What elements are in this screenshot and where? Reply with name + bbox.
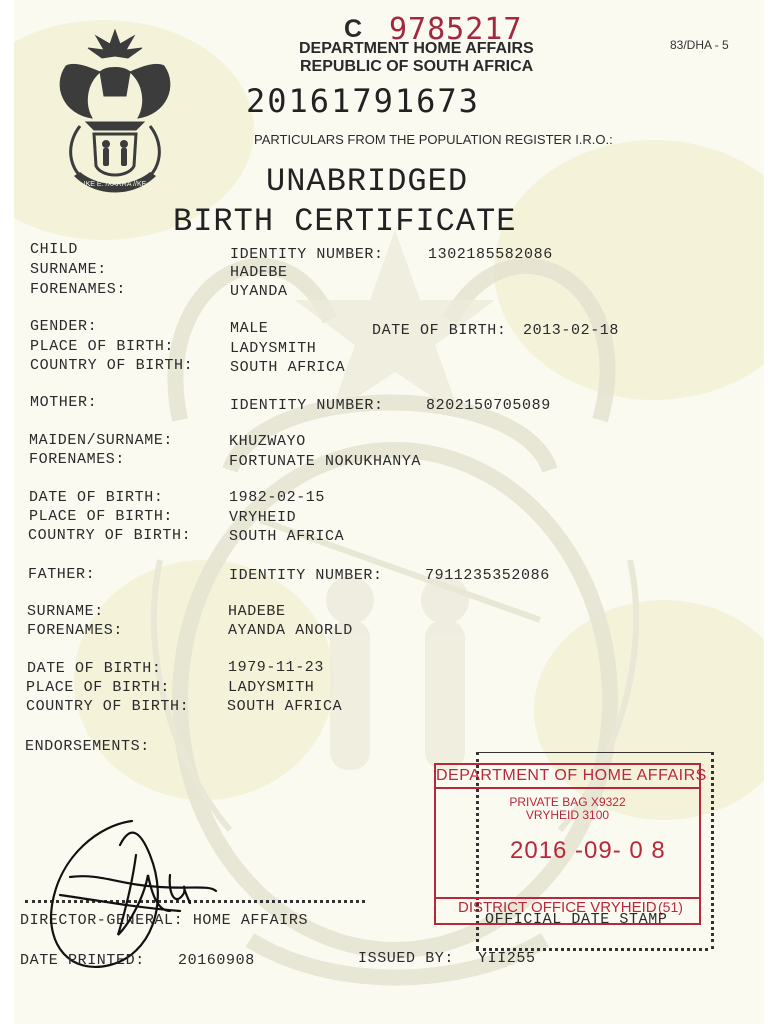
child-section-label: CHILD [30, 241, 79, 258]
father-id-label: IDENTITY NUMBER: [229, 567, 383, 584]
child-cob-label: COUNTRY OF BIRTH: [30, 357, 194, 374]
department-title: DEPARTMENT HOME AFFAIRS [299, 40, 534, 57]
coat-of-arms-motto: !KE E: /XARRA //KE [83, 181, 147, 188]
child-dob: 2013-02-18 [523, 322, 620, 339]
mother-id-label: IDENTITY NUMBER: [230, 397, 384, 414]
father-cob-label: COUNTRY OF BIRTH: [26, 698, 190, 715]
mother-forenames-label: FORENAMES: [29, 451, 126, 468]
father-dob: 1979-11-23 [228, 659, 325, 676]
stamp-private-bag: PRIVATE BAG X9322 [509, 795, 626, 809]
father-pob: LADYSMITH [228, 679, 315, 696]
date-printed-value: 20160908 [178, 952, 255, 969]
mother-surname: KHUZWAYO [229, 433, 306, 450]
form-code: 83/DHA - 5 [670, 38, 729, 52]
mother-dob: 1982-02-15 [229, 489, 326, 506]
child-id-number: 1302185582086 [428, 246, 553, 263]
child-forenames: UYANDA [230, 283, 288, 300]
child-dob-label: DATE OF BIRTH: [372, 322, 507, 339]
stamp-district-office: DISTRICT OFFICE VRYHEID [458, 899, 657, 916]
child-surname: HADEBE [230, 264, 288, 281]
child-gender: MALE [230, 320, 269, 337]
child-surname-label: SURNAME: [30, 261, 107, 278]
mother-pob: VRYHEID [229, 509, 297, 526]
child-cob: SOUTH AFRICA [230, 359, 346, 376]
father-dob-label: DATE OF BIRTH: [27, 660, 162, 677]
title-unabridged: UNABRIDGED [266, 163, 469, 200]
father-surname: HADEBE [228, 603, 286, 620]
stamp-department: DEPARTMENT OF HOME AFFAIRS [436, 765, 699, 789]
official-date-stamp [434, 763, 707, 925]
child-pob-label: PLACE OF BIRTH: [30, 338, 175, 355]
stamp-office-code: (51) [658, 899, 683, 915]
father-section-label: FATHER: [28, 566, 96, 583]
mother-pob-label: PLACE OF BIRTH: [29, 508, 174, 525]
mother-cob-label: COUNTRY OF BIRTH: [28, 527, 192, 544]
serial-number: 9785217 [389, 12, 523, 47]
stamp-date: 2016 -09- 0 8 [510, 837, 666, 864]
father-cob: SOUTH AFRICA [227, 698, 343, 715]
father-forenames: AYANDA ANORLD [228, 622, 353, 639]
director-general-signatory: DIRECTOR-GENERAL: HOME AFFAIRS [20, 912, 309, 929]
father-forenames-label: FORENAMES: [27, 622, 124, 639]
mother-surname-label: MAIDEN/SURNAME: [29, 432, 174, 449]
republic-title: REPUBLIC OF SOUTH AFRICA [300, 58, 534, 75]
mother-cob: SOUTH AFRICA [229, 528, 345, 545]
child-pob: LADYSMITH [230, 340, 317, 357]
coat-of-arms-emblem [46, 26, 184, 196]
issued-by-label: ISSUED BY: [358, 950, 455, 967]
endorsements-label: ENDORSEMENTS: [25, 738, 150, 755]
mother-dob-label: DATE OF BIRTH: [29, 489, 164, 506]
particulars-heading: PARTICULARS FROM THE POPULATION REGISTER I.R.O.: [254, 132, 613, 147]
father-surname-label: SURNAME: [27, 603, 104, 620]
title-birth-certificate: BIRTH CERTIFICATE [173, 203, 517, 240]
child-id-label: IDENTITY NUMBER: [230, 246, 384, 263]
mother-forenames: FORTUNATE NOKUKHANYA [229, 453, 422, 470]
mother-section-label: MOTHER: [30, 394, 98, 411]
stamp-caption: OFFICIAL DATE STAMP [485, 911, 668, 928]
child-forenames-label: FORENAMES: [30, 281, 127, 298]
serial-prefix: C [344, 15, 363, 43]
child-gender-label: GENDER: [30, 318, 98, 335]
date-printed-label: DATE PRINTED: [20, 952, 145, 969]
reference-number: 20161791673 [246, 82, 480, 120]
issued-by-value: YII255 [478, 950, 536, 967]
mother-id-number: 8202150705089 [426, 397, 551, 414]
father-id-number: 7911235352086 [425, 567, 550, 584]
father-pob-label: PLACE OF BIRTH: [26, 679, 171, 696]
stamp-town: VRYHEID 3100 [525, 808, 610, 822]
